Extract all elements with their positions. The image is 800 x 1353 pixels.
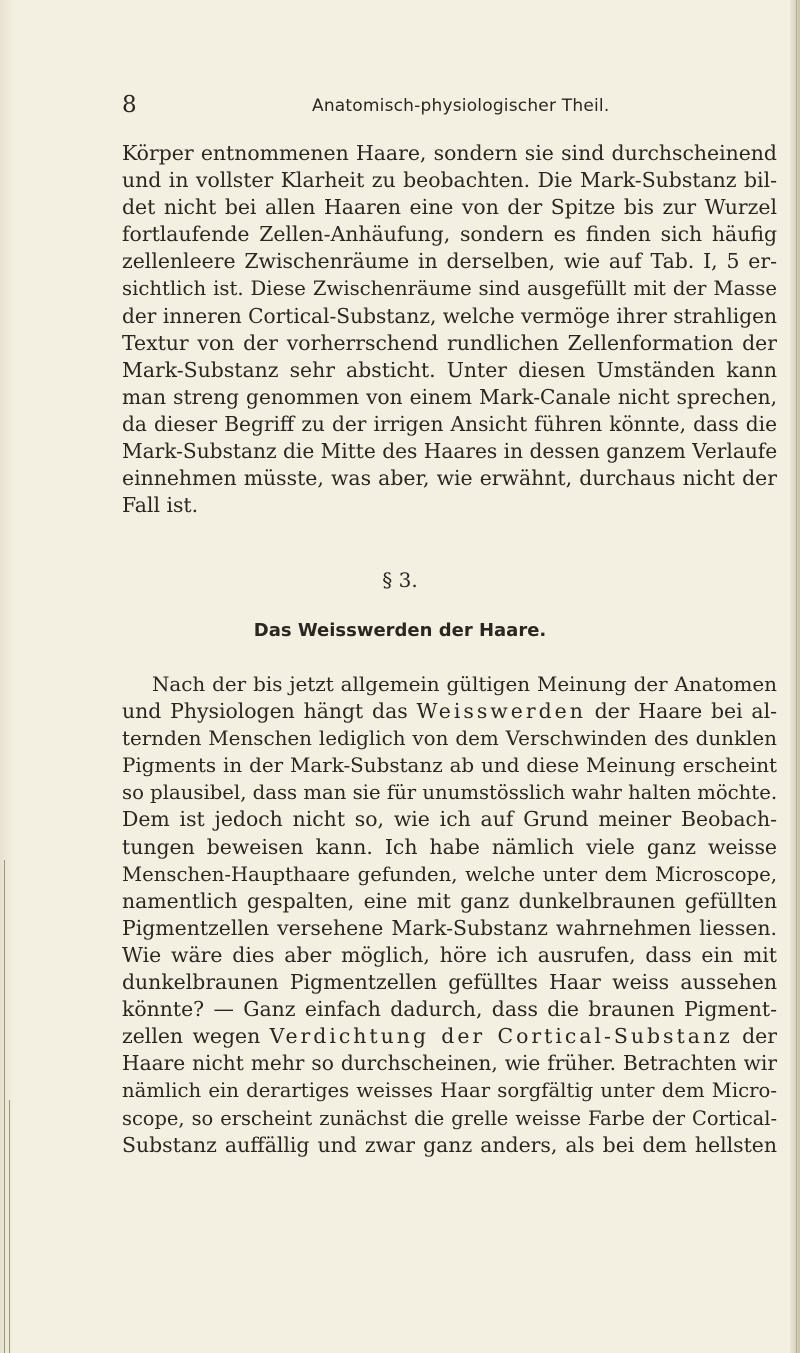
running-head: Anatomisch-physiologischer Theil. bbox=[312, 96, 610, 116]
paragraph-section-3 bbox=[122, 671, 777, 1159]
text-line: könnte? — Ganz einfach dadurch, dass die braunen Pigment- bbox=[122, 997, 777, 1022]
text-line: Haare nicht mehr so durchscheinen, wie früher. Betrachten wir bbox=[122, 1051, 777, 1076]
page-header bbox=[122, 92, 778, 122]
paragraph bbox=[122, 671, 777, 1159]
text-line: zellenleere Zwischenräume in derselben, wie auf Tab. I, 5 er- bbox=[122, 249, 777, 274]
text-line: ternden Menschen lediglich von dem Verschwinden des dunklen bbox=[122, 727, 777, 751]
text-line bbox=[122, 1023, 777, 1050]
text-line: man streng genommen von einem Mark-Canale nicht sprechen, bbox=[122, 384, 777, 409]
text-line: Körper entnommenen Haare, sondern sie sind durchscheinend bbox=[122, 141, 777, 165]
text-fragment: und Physiologen hängt das bbox=[122, 699, 417, 724]
text-line: sichtlich ist. Diese Zwischenräume sind ausgefüllt mit der Masse bbox=[122, 277, 777, 301]
page-edge-line bbox=[796, 0, 797, 1353]
section-title: Das Weisswerden der Haare. bbox=[253, 620, 547, 641]
text-line: Mark-Substanz sehr absticht. Unter diesen Umständen kann bbox=[122, 357, 777, 382]
text-fragment: zellen wegen bbox=[122, 1024, 270, 1049]
text-line: scope, so erscheint zunächst die grelle weisse Farbe der Cortical- bbox=[122, 1106, 777, 1130]
text-line: und in vollster Klarheit zu beobachten. Die Mark-Substanz bil- bbox=[122, 168, 777, 193]
text-line: det nicht bei allen Haaren eine von der Spitze bis zur Wurzel bbox=[122, 195, 777, 220]
text-line: der inneren Cortical-Substanz, welche vermöge ihrer strahligen bbox=[122, 303, 778, 328]
text-line: Wie wäre dies aber möglich, höre ich ausrufen, dass ein mit bbox=[122, 942, 777, 967]
paragraph bbox=[122, 140, 777, 519]
text-line: einnehmen müsste, was aber, wie erwähnt, durchaus nicht der bbox=[122, 466, 777, 491]
text-line: Dem ist jedoch nicht so, wie ich auf Grund meiner Beobach- bbox=[122, 807, 777, 832]
text-fragment: der Haare bei al- bbox=[585, 699, 777, 724]
text-line bbox=[122, 698, 777, 725]
paragraph-continued bbox=[122, 140, 777, 519]
text-fragment: der bbox=[732, 1024, 777, 1049]
text-line: da dieser Begriff zu der irrigen Ansicht führen könnte, dass die bbox=[122, 411, 777, 436]
text-line: Nach der bis jetzt allgemein gültigen Meinung der Anatomen bbox=[152, 673, 777, 696]
section-number: § 3. bbox=[382, 568, 418, 592]
text-line: Substanz auffällig und zwar ganz anders, als bei dem hellsten bbox=[122, 1132, 777, 1157]
page-number: 8 bbox=[122, 92, 137, 118]
text-line: Mark-Substanz die Mitte des Haares in dessen ganzem Verlaufe bbox=[122, 439, 778, 464]
text-line: tungen beweisen kann. Ich habe nämlich viele ganz weisse bbox=[122, 834, 777, 859]
text-line: dunkelbraunen Pigmentzellen gefülltes Haar weiss aussehen bbox=[122, 970, 777, 995]
emphasized-term: Verdichtung der Cortical-Substanz bbox=[269, 1024, 733, 1049]
text-line: Menschen-Haupthaare gefunden, welche unter dem Microscope, bbox=[122, 862, 777, 886]
text-line: fortlaufende Zellen-Anhäufung, sondern es finden sich häufig bbox=[122, 222, 777, 247]
text-line: Textur von der vorherrschend rundlichen Zellenformation der bbox=[122, 330, 777, 355]
text-line: namentlich gespalten, eine mit ganz dunkelbraunen gefüllten bbox=[122, 888, 777, 913]
text-line: so plausibel, dass man sie für unumstösslich wahr halten möchte. bbox=[122, 781, 778, 805]
binding-line bbox=[4, 860, 5, 1353]
text-line: Pigmentzellen versehene Mark-Substanz wahrnehmen liessen. bbox=[122, 915, 777, 940]
text-line: nämlich ein derartiges weisses Haar sorgfältig unter dem Micro- bbox=[122, 1079, 777, 1103]
text-line: Fall ist. bbox=[122, 493, 199, 518]
page-left-edge bbox=[0, 0, 14, 1353]
page-right-edge bbox=[790, 0, 800, 1353]
binding-line bbox=[9, 1100, 10, 1353]
emphasized-term: Weisswerden bbox=[416, 699, 586, 724]
text-line: Pigments in der Mark-Substanz ab und diese Meinung erscheint bbox=[122, 754, 777, 778]
